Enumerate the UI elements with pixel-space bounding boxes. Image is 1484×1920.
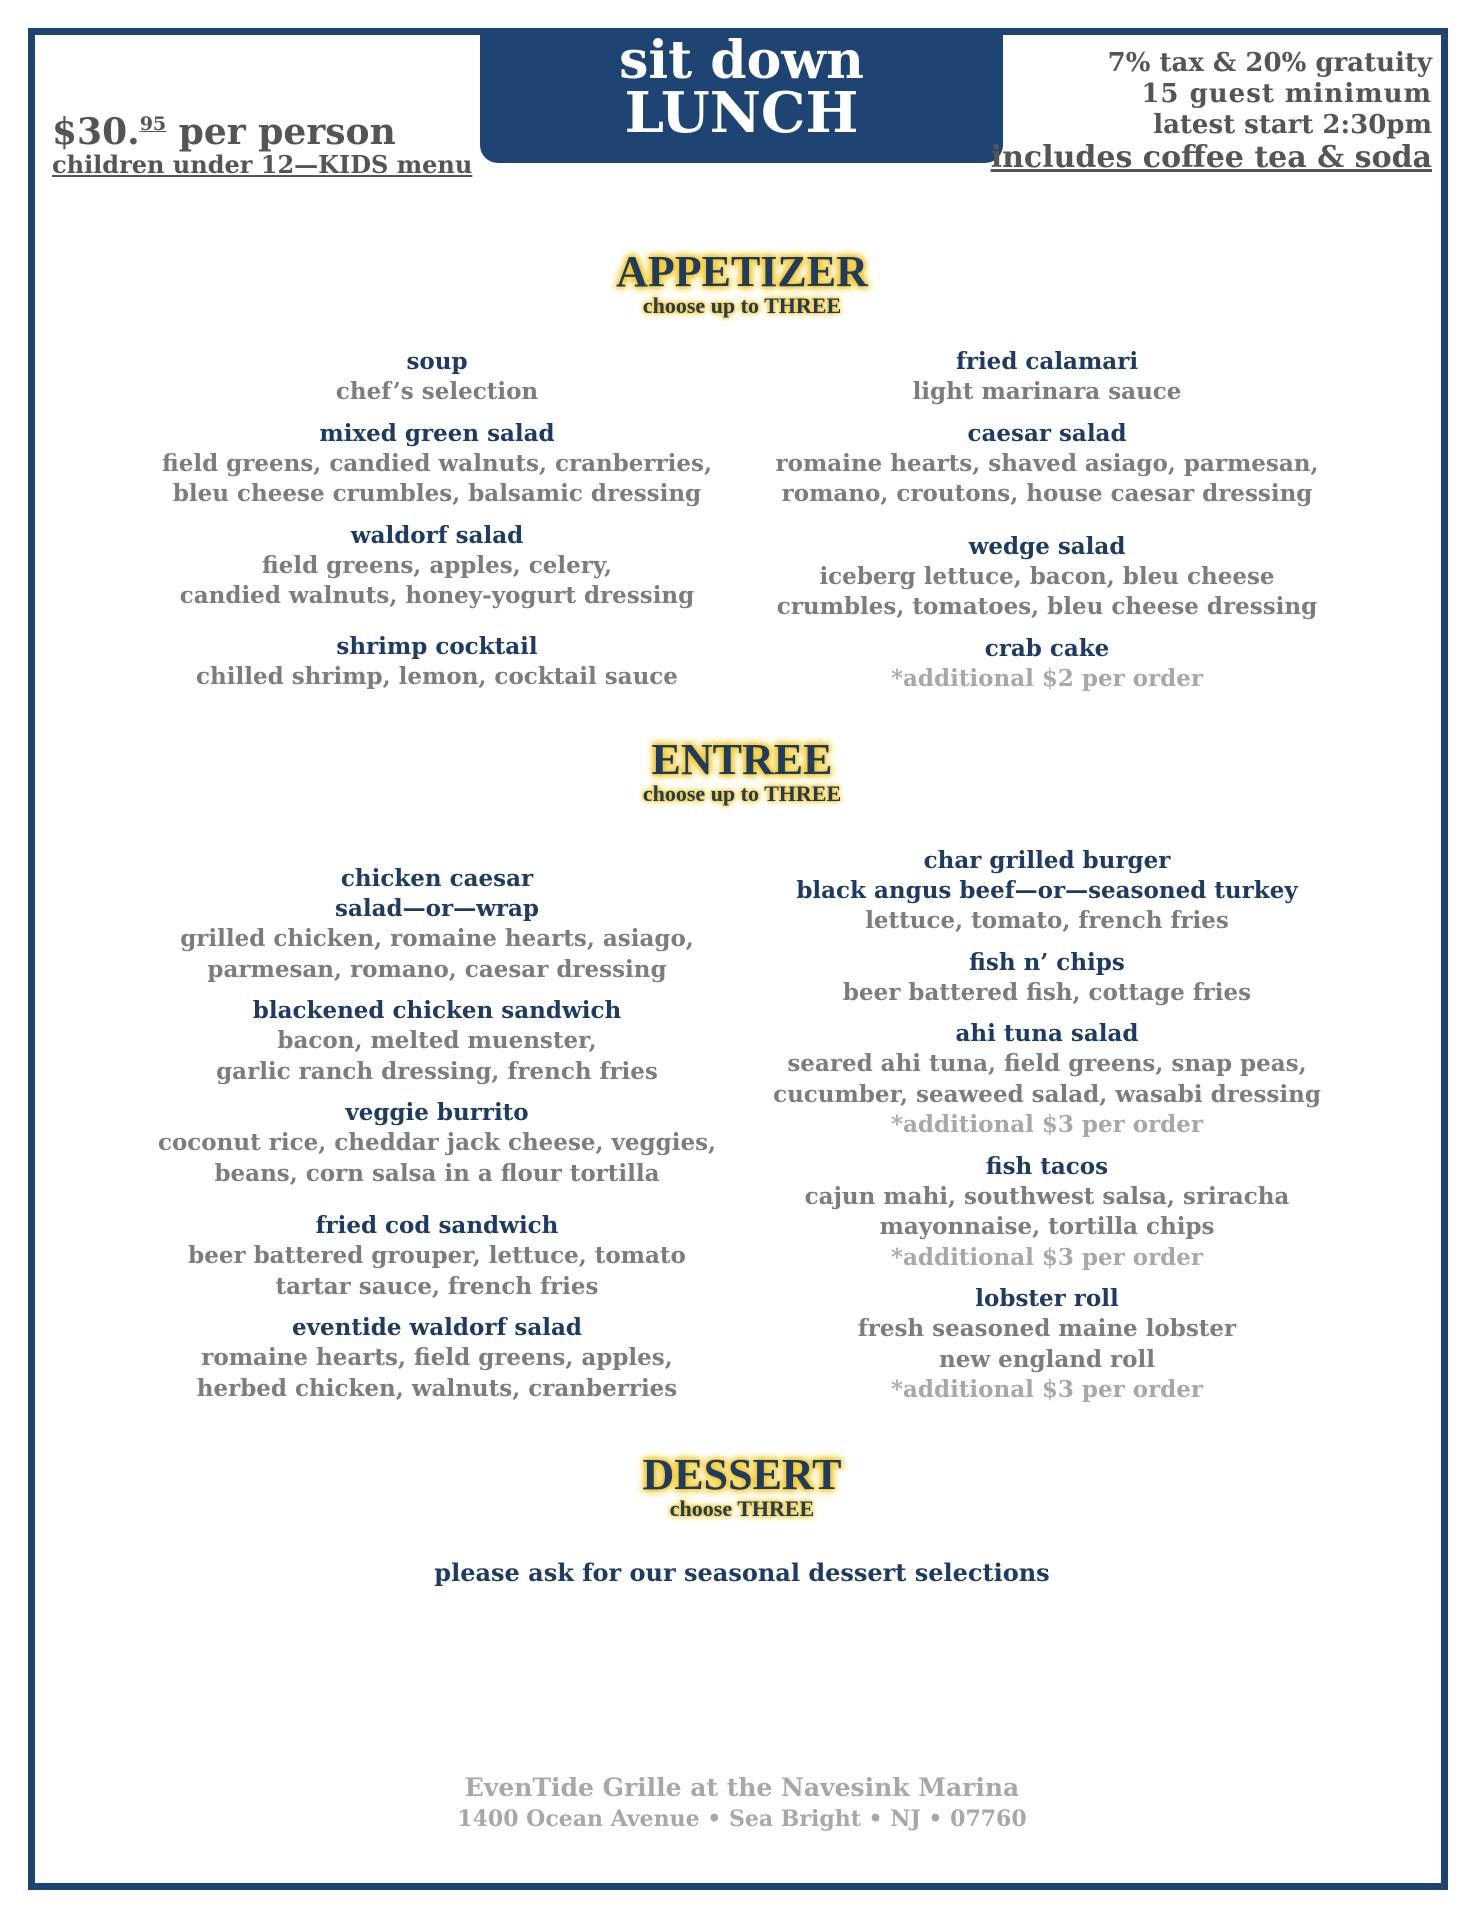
item-name: wedge salad [968,532,1126,560]
includes-note: includes coffee tea & soda [990,140,1432,175]
menu-item [767,1152,1327,1274]
item-desc: romaine hearts, shaved asiago, parmesan, [775,449,1319,477]
item-desc: lettuce, tomato, french fries [865,907,1229,934]
dessert-subheading: choose THREE [669,1496,815,1521]
terms-line: 7% tax & 20% gratuity [1107,48,1432,78]
item-desc: chef’s selection [335,378,539,405]
item-desc: fresh seasoned maine lobster [857,1315,1237,1342]
item-name: ahi tuna salad [955,1020,1139,1047]
item-name: chicken caesar [340,865,534,892]
item-desc: chilled shrimp, lemon, cocktail sauce [196,662,678,690]
entree-heading-block [0,735,1484,806]
item-name: fried calamari [955,348,1139,375]
menu-item [157,1313,717,1404]
menu-item [157,419,717,510]
item-name: shrimp cocktail [336,632,538,660]
price-whole: $30. [52,111,140,153]
appetizer-subheading: choose up to THREE [642,293,842,318]
price [52,104,472,152]
dessert-note: please ask for our seasonal dessert selections [434,1558,1050,1587]
menu-item [157,996,717,1087]
item-surcharge: *additional $2 per order [890,664,1204,692]
dessert-heading-block [0,1450,1484,1521]
item-name: fish tacos [985,1152,1109,1180]
item-desc: beer battered fish, cottage fries [842,978,1252,1006]
menu-item [767,1284,1327,1406]
appetizer-left-column [157,347,717,692]
restaurant-address: 1400 Ocean Avenue • Sea Bright • NJ • 07760 [457,1806,1027,1832]
restaurant-name: EvenTide Grille at the Navesink Marina [464,1773,1020,1802]
terms-line: latest start 2:30pm [1153,110,1432,140]
item-desc: seared ahi tuna, field greens, snap peas, [787,1050,1307,1077]
item-name: lobster roll [975,1285,1119,1312]
menu-item [767,634,1327,695]
item-name: fried cod sandwich [315,1212,559,1239]
item-surcharge: *additional $3 per order [890,1376,1204,1403]
item-desc: crumbles, tomatoes, bleu cheese dressing [776,593,1318,620]
item-desc: tartar sauce, french fries [275,1272,599,1300]
item-desc: romaine hearts, field greens, apples, [201,1344,673,1371]
title-line-2: LUNCH [624,80,859,146]
item-desc: beer battered grouper, lettuce, tomato [188,1242,686,1269]
menu-item [157,1098,717,1189]
item-desc: herbed chicken, walnuts, cranberries [196,1374,678,1402]
menu-item [157,347,717,408]
item-desc: beans, corn salsa in a flour tortilla [214,1159,660,1187]
item-desc: field greens, candied walnuts, cranberries, [161,449,712,477]
item-name: veggie burrito [345,1099,529,1126]
menu-item [157,632,717,693]
menu-item [767,1019,1327,1141]
appetizer-heading-block [0,247,1484,318]
item-desc: new england roll [939,1345,1155,1373]
menu-item [157,521,717,612]
item-name: eventide waldorf salad [292,1314,582,1341]
item-name: mixed green salad [319,419,555,447]
item-desc: light marinara sauce [912,378,1182,405]
item-name: caesar salad [967,419,1127,447]
title-line-1: sit down [619,30,864,91]
menu-item [157,1211,717,1302]
item-desc: cucumber, seaweed salad, wasabi dressing [773,1080,1321,1108]
item-desc: iceberg lettuce, bacon, bleu cheese [819,562,1275,590]
item-name: char grilled burger [923,847,1171,874]
price-suffix: per person [166,111,396,153]
entree-heading: ENTREE [651,735,833,784]
item-surcharge: *additional $3 per order [890,1243,1204,1271]
item-desc: bleu cheese crumbles, balsamic dressing [172,480,702,507]
item-desc: garlic ranch dressing, french fries [216,1057,658,1085]
appetizer-heading: APPETIZER [616,247,868,296]
item-desc: field greens, apples, celery, [261,551,613,579]
item-name: blackened chicken sandwich [252,997,622,1024]
entree-right-column [767,846,1327,1406]
title-tab [480,28,1003,163]
item-desc: romano, croutons, house caesar dressing [781,480,1313,507]
item-desc: grilled chicken, romaine hearts, asiago, [180,925,694,952]
footer [0,1772,1484,1834]
menu-item [767,419,1327,510]
item-desc: coconut rice, cheddar jack cheese, veggies, [157,1129,717,1156]
item-desc: parmesan, romano, caesar dressing [207,955,667,983]
item-name: waldorf salad [350,521,524,549]
item-name-line-2: black angus beef—or—seasoned turkey [796,877,1298,904]
item-desc: mayonnaise, tortilla chips [879,1213,1215,1240]
menu-item [157,864,717,985]
kids-note: children under 12—KIDS menu [52,150,473,179]
item-name: fish n’ chips [969,948,1125,976]
terms-line: 15 guest minimum [1141,79,1432,109]
entree-subheading: choose up to THREE [642,781,842,806]
item-desc: candied walnuts, honey-yogurt dressing [179,582,695,609]
item-surcharge: *additional $3 per order [890,1111,1204,1138]
menu-item [767,347,1327,408]
item-name-line-2: salad—or—wrap [335,895,539,922]
item-desc: cajun mahi, southwest salsa, sriracha [804,1182,1290,1210]
price-cents: 95 [139,113,167,135]
item-name: crab cake [984,634,1110,662]
dessert-heading: DESSERT [642,1450,842,1499]
terms-block [991,48,1432,175]
menu-item [767,532,1327,623]
menu-item [767,948,1327,1009]
entree-left-column [157,864,717,1404]
menu-item [767,846,1327,937]
price-block [52,104,472,178]
appetizer-right-column [767,347,1327,694]
item-name: soup [406,348,468,375]
item-desc: bacon, melted muenster, [277,1027,597,1054]
